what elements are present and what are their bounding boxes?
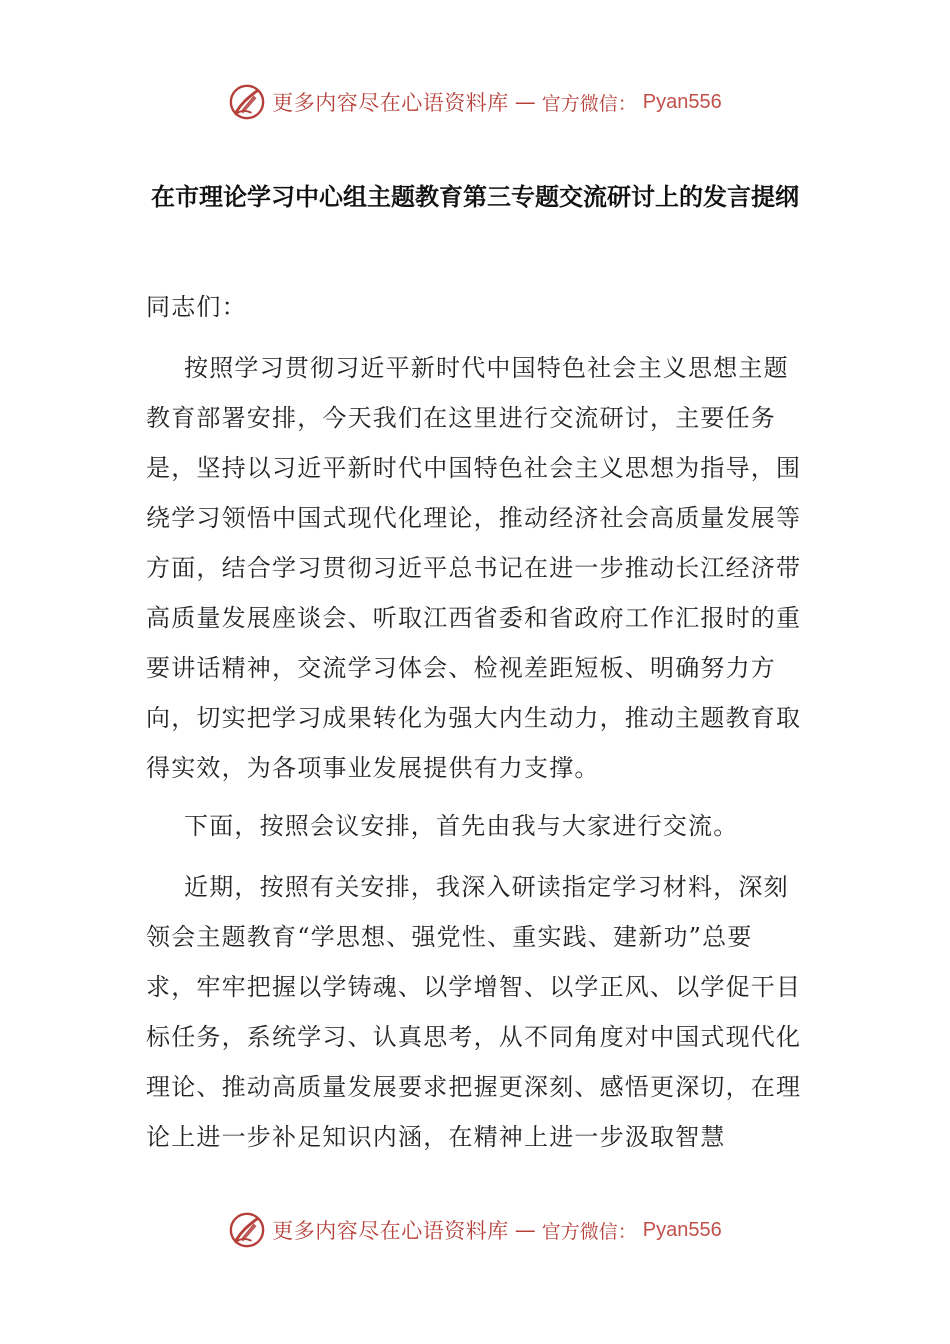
banner-wechat-label: 官方微信：	[541, 1220, 637, 1243]
banner-wechat-label: 官方微信：	[541, 92, 637, 115]
header-banner	[0, 80, 950, 124]
salutation: 同志们：	[146, 293, 247, 321]
document-title: 在市理论学习中心组主题教育第三专题交流研讨上的发言提纲	[151, 183, 799, 211]
banner-brand-text: 更多内容尽在心语资料库	[272, 1219, 509, 1243]
footer-banner	[0, 1208, 950, 1252]
banner-wechat-id: Pyan556	[642, 1218, 722, 1241]
paragraph-3: 近期，按照有关安排，我深入研读指定学习材料，深刻领会主题教育“学思想、强党性、重实践、建新功”总要求，牢牢把握以学铸魂、以学增智、以学正风、以学促干目标任务，系统学习、认真思考，从不同角度对中国式现代化理论、推动高质量发展要求把握更深刻、感悟更深切，在理论上进一步补足知识内涵，在精神上进一步汲取智慧	[146, 873, 802, 1151]
pen-logo-icon	[228, 83, 266, 121]
paragraph-1: 按照学习贯彻习近平新时代中国特色社会主义思想主题教育部署安排，今天我们在这里进行交流研讨，主要任务是，坚持以习近平新时代中国特色社会主义思想为指导，围绕学习领悟中国式现代化理论，推动经济社会高质量发展等方面，结合学习贯彻习近平总书记在进一步推动长江经济带高质量发展座谈会、听取江西省委和省政府工作汇报时的重要讲话精神，交流学习体会、检视差距短板、明确努力方向，切实把学习成果转化为强大内生动力，推动主题教育取得实效，为各项事业发展提供有力支撑。	[146, 354, 802, 782]
pen-logo-icon	[228, 1211, 266, 1249]
banner-separator: —	[514, 1218, 536, 1242]
banner-separator: —	[514, 90, 536, 114]
paragraph-2: 下面，按照会议安排，首先由我与大家进行交流。	[184, 812, 739, 840]
banner-wechat-id: Pyan556	[642, 90, 722, 113]
banner-brand-text: 更多内容尽在心语资料库	[272, 91, 509, 115]
